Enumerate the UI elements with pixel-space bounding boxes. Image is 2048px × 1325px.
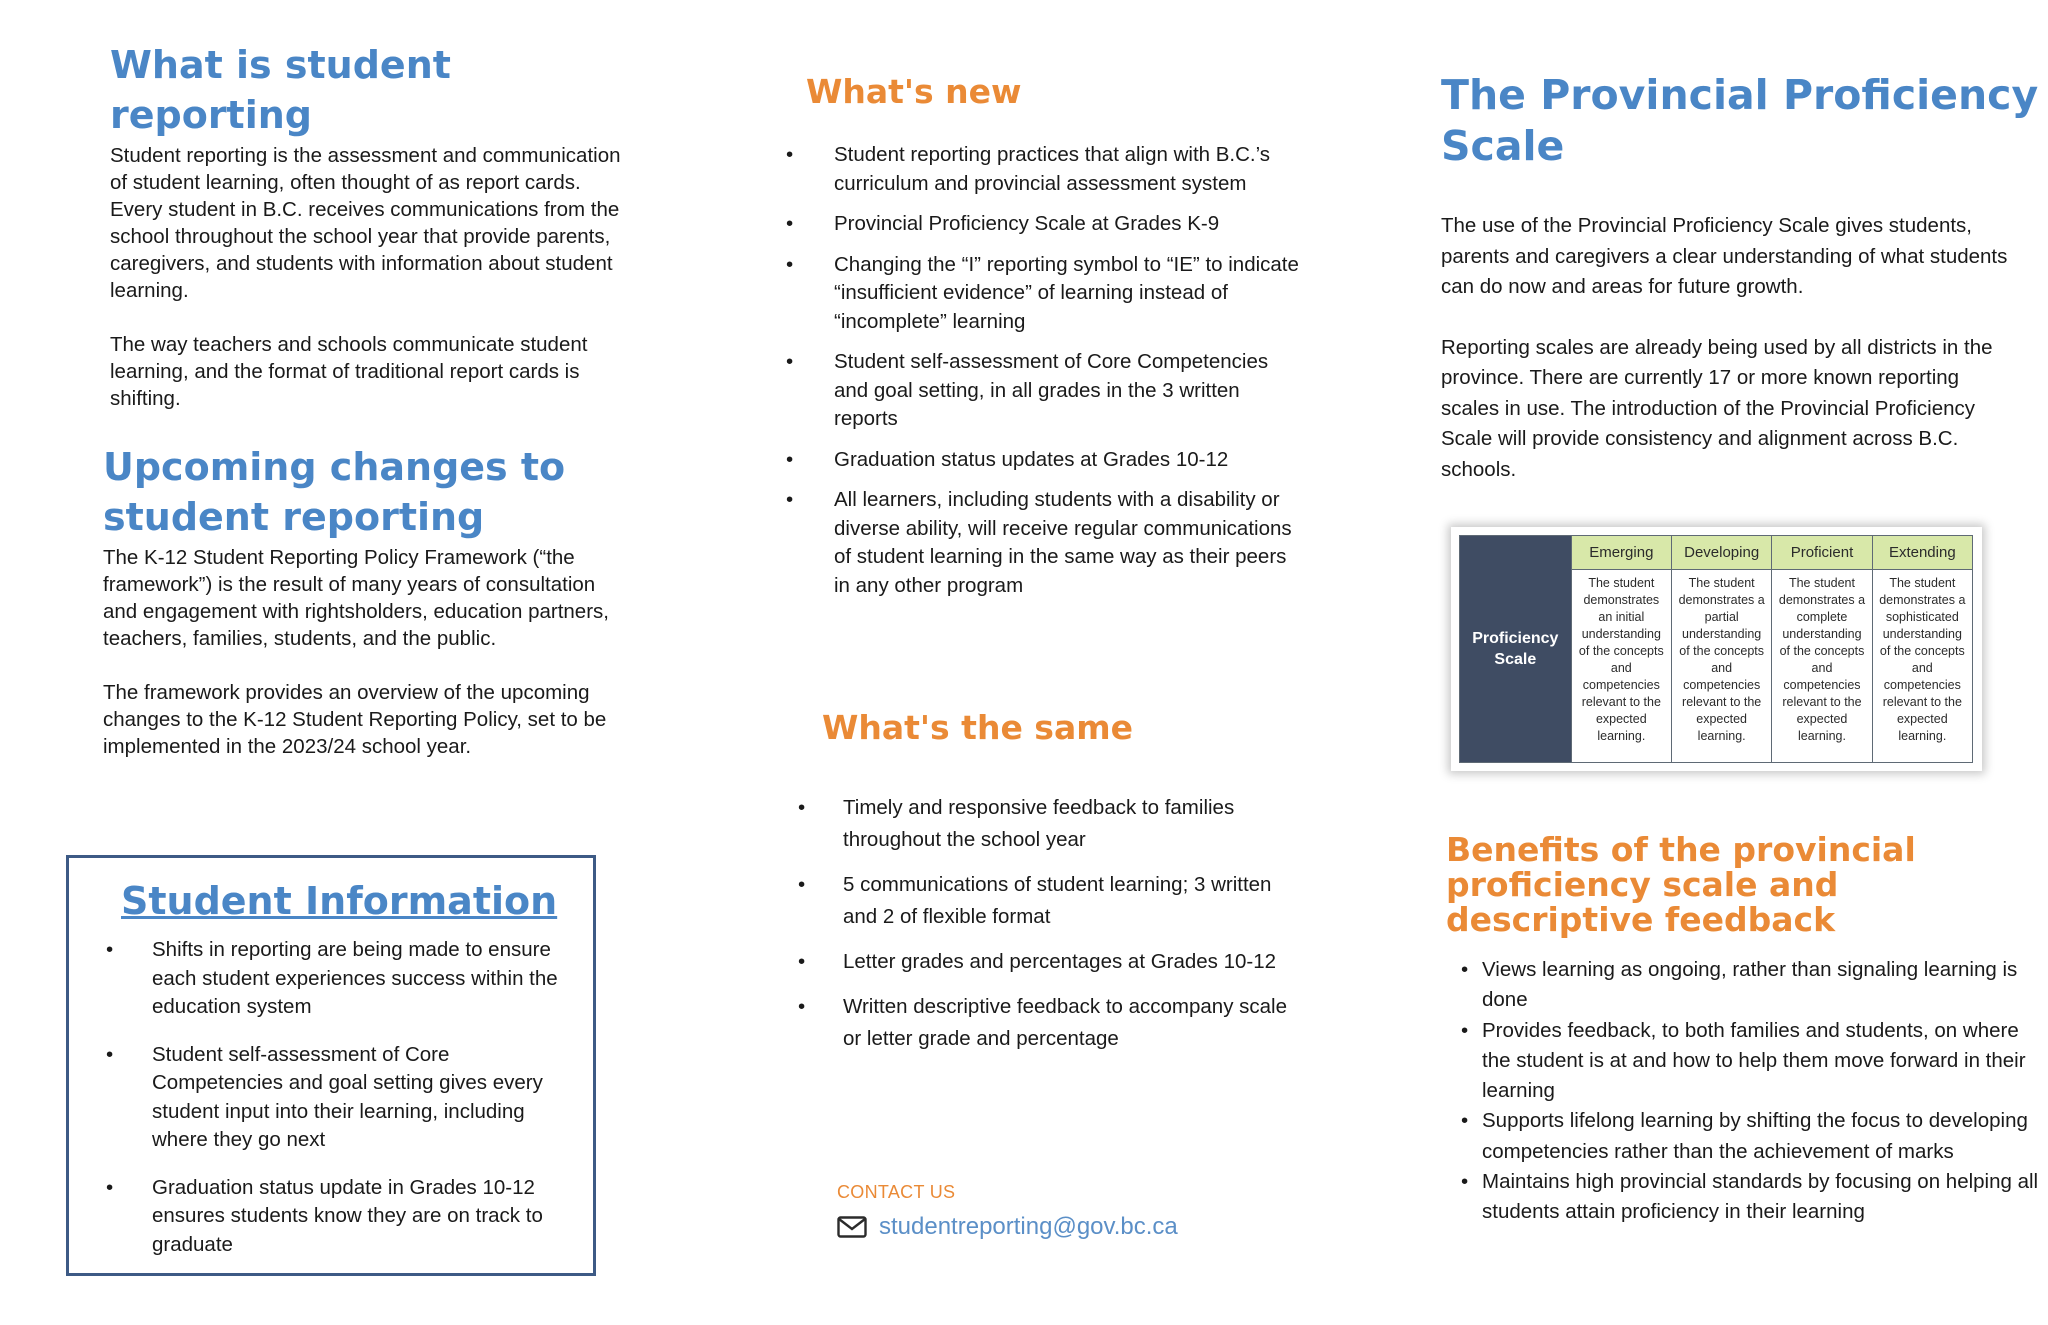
- list-item: • Student reporting practices that align with B.C.’s curriculum and provincial assessment system: [786, 143, 1271, 195]
- what-is-paragraph: Student reporting is the assessment and communication of student learning, often thought of as report cards. Every student in B.C. receives communications from the school throughout the school year that provide parents, caregivers, and students with information about student learning.: [110, 144, 621, 302]
- list-item: • Written descriptive feedback to accompany scale or letter grade and percentage: [798, 995, 1288, 1050]
- list-item: • Provides feedback, to both families and students, on where the student is at and how to help them move forward in their learning: [1461, 1018, 2026, 1103]
- level-header-proficient: Proficient: [1772, 536, 1872, 570]
- list-item: • Supports lifelong learning by shifting the focus to developing competencies rather than the achievement of marks: [1461, 1109, 2028, 1163]
- student-information-title: Student Information: [121, 879, 558, 923]
- level-description-developing: The student demonstrates a partial understanding of the concepts and competencies relevant to the expected learning.: [1671, 570, 1771, 763]
- list-item: • Student self-assessment of Core Competencies and goal setting gives every student input into their learning, including where they go next: [106, 1042, 543, 1151]
- level-description-proficient: The student demonstrates a complete understanding of the concepts and competencies relevant to the expected learning.: [1772, 570, 1872, 763]
- level-header-developing: Developing: [1671, 536, 1771, 570]
- contact-us-label: CONTACT US: [837, 1182, 956, 1202]
- level-header-emerging: Emerging: [1571, 536, 1671, 570]
- benefits-title: Benefits of the provincial proficiency scale and descriptive feedback: [1446, 830, 1916, 939]
- list-item: • Student self-assessment of Core Competencies and goal setting, in all grades in the 3 written reports: [786, 350, 1269, 430]
- what-is-paragraph: The way teachers and schools communicate student learning, and the format of traditional report cards is shifting.: [110, 333, 588, 410]
- upcoming-paragraph: The framework provides an overview of the upcoming changes to the K-12 Student Reporting Policy, set to be implemented in the 2023/24 school year.: [103, 681, 607, 758]
- what-is-section: [110, 40, 630, 412]
- level-description-emerging: The student demonstrates an initial understanding of the concepts and competencies relevant to the expected learning.: [1571, 570, 1671, 763]
- whats-new-title: What's new: [806, 72, 1022, 111]
- list-item: • All learners, including students with a disability or diverse ability, will receive regular communications of student learning in the same way as their peers in any other program: [786, 488, 1292, 597]
- student-information-box: [66, 855, 596, 1276]
- list-item: • Graduation status update in Grades 10-12 ensures students know they are on track to graduate: [106, 1175, 543, 1256]
- upcoming-paragraph: The K-12 Student Reporting Policy Framework (“the framework”) is the result of many years of consultation and engagement with rightsholders, education partners, teachers, families, students, and the public.: [103, 546, 609, 650]
- list-item: • Views learning as ongoing, rather than signaling learning is done: [1461, 958, 2018, 1012]
- scale-paragraph: Reporting scales are already being used by all districts in the province. There are currently 17 or more known reporting scales in use. The introduction of the Provincial Proficiency Scale will provide consistency and alignment across B.C. schools.: [1441, 335, 1993, 481]
- upcoming-changes-title: Upcoming changes to student reporting: [103, 445, 566, 539]
- upcoming-changes-section: [103, 442, 633, 760]
- proficiency-scale-row-label: Proficiency Scale: [1460, 536, 1572, 763]
- list-item: • Provincial Proficiency Scale at Grades K-9: [786, 212, 1220, 235]
- what-is-title: What is student reporting: [110, 43, 451, 137]
- list-item: • Shifts in reporting are being made to ensure each student experiences success within the education system: [106, 938, 558, 1018]
- whats-same-title: What's the same: [822, 708, 1133, 747]
- list-item: • Graduation status updates at Grades 10-12: [786, 447, 1229, 471]
- proficiency-scale-title: The Provincial Proficiency Scale: [1441, 71, 2039, 170]
- contact-email-row[interactable]: [837, 1213, 1178, 1241]
- contact-email-link[interactable]: studentreporting@gov.bc.ca: [879, 1213, 1178, 1240]
- whats-new-list: [786, 141, 1304, 612]
- whats-same-list: [798, 792, 1293, 1068]
- list-item: • 5 communications of student learning; 3 written and 2 of flexible format: [798, 873, 1272, 928]
- list-item: • Changing the “I” reporting symbol to “IE” to indicate “insufficient evidence” of learning instead of “incomplete” learning: [786, 252, 1299, 333]
- list-item: • Timely and responsive feedback to families throughout the school year: [798, 796, 1235, 851]
- mail-icon: [837, 1216, 867, 1238]
- level-description-extending: The student demonstrates a sophisticated understanding of the concepts and competencies relevant to the expected learning.: [1872, 570, 1972, 763]
- list-item: • Letter grades and percentages at Grades 10-12: [798, 950, 1277, 973]
- student-information-list: [106, 936, 572, 1278]
- benefits-list: [1461, 955, 2042, 1228]
- level-header-extending: Extending: [1872, 536, 1972, 570]
- scale-paragraph: The use of the Provincial Proficiency Scale gives students, parents and caregivers a clear understanding of what students can do now and areas for future growth.: [1441, 214, 2008, 298]
- list-item: • Maintains high provincial standards by focusing on helping all students attain proficiency in their learning: [1461, 1170, 2039, 1224]
- proficiency-scale-table-card: [1451, 527, 1982, 771]
- proficiency-scale-text: [1441, 211, 2021, 485]
- proficiency-scale-table: [1459, 535, 1973, 763]
